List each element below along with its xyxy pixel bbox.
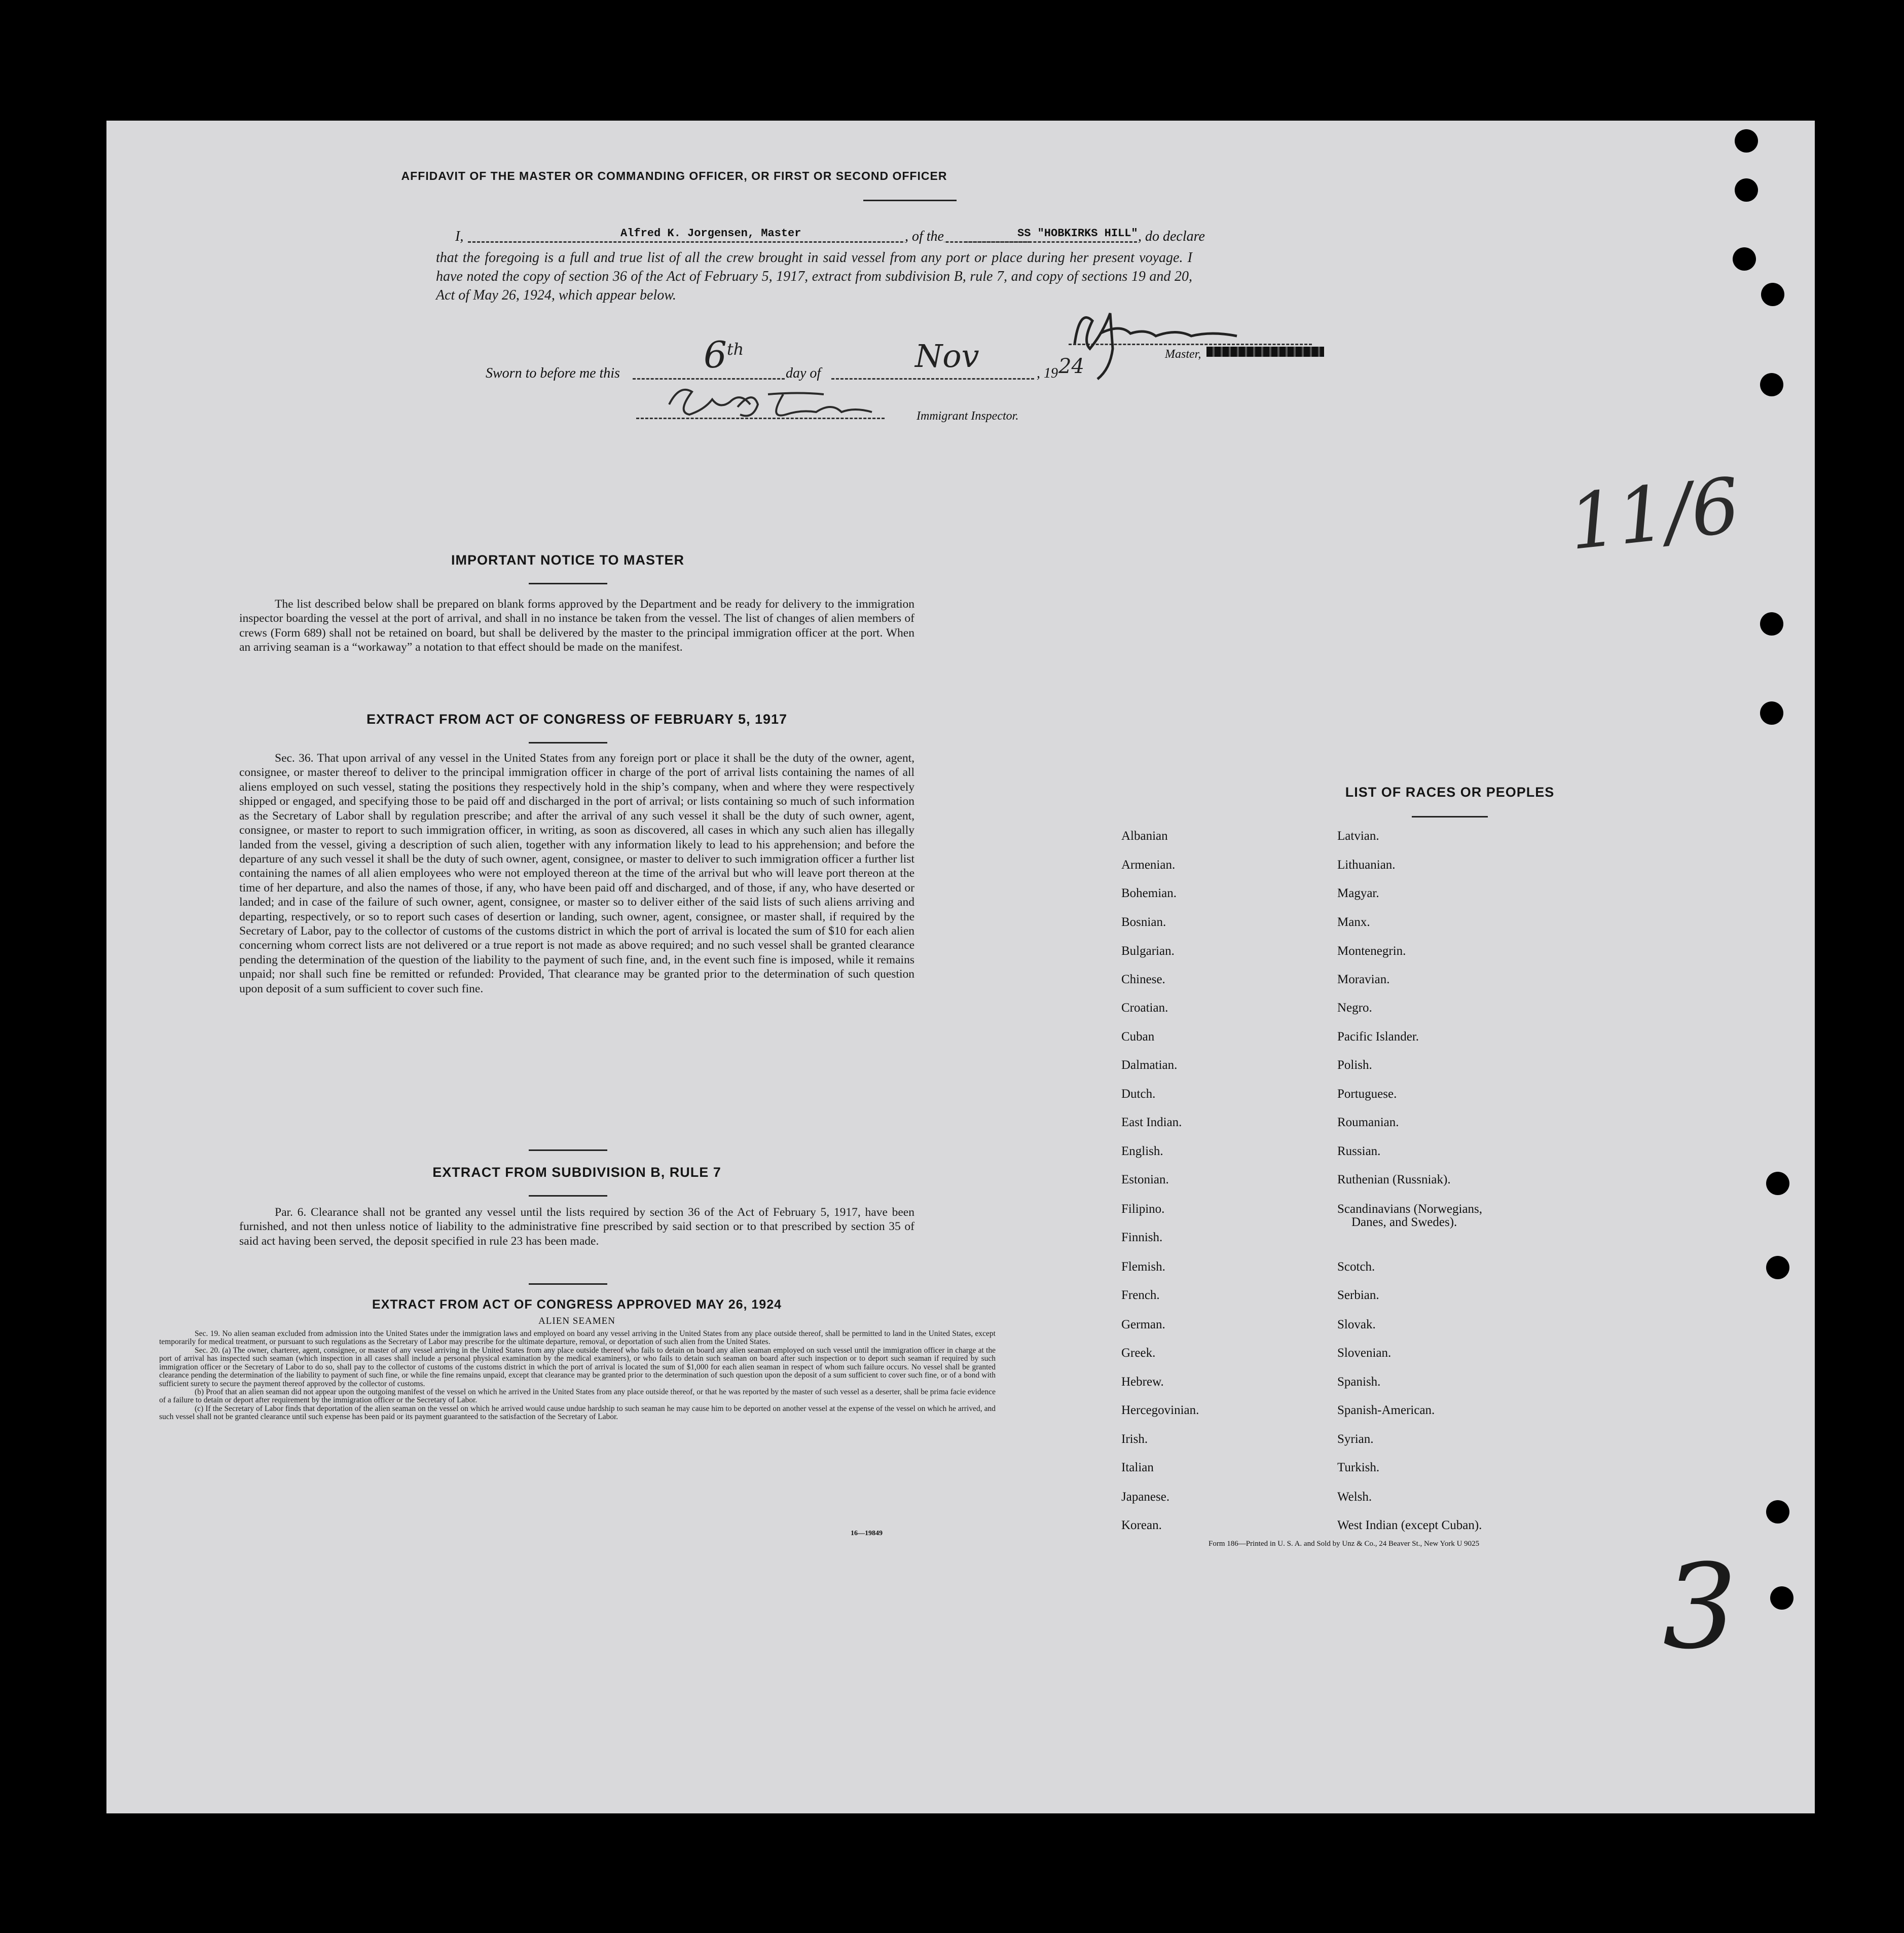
race-item: Bulgarian. (1121, 944, 1175, 958)
race-item: Flemish. (1121, 1260, 1165, 1274)
binder-hole (1735, 178, 1758, 202)
page-number: 3 (1663, 1540, 1737, 1675)
rule7-rule (529, 1195, 607, 1197)
race-item: Russian. (1337, 1144, 1381, 1158)
race-item: Estonian. (1121, 1173, 1169, 1186)
affidavit-body (436, 248, 1192, 305)
binder-hole (1760, 373, 1783, 396)
sec-20a-paragraph: Sec. 20. (a) The owner, charterer, agent, consignee, or master of any vessel arriving in the United States from any place outside thereof who fails to detain on board any alien seaman employed on such vessel until the immigration officer in charge at the port of arrival has inspected such seaman (which inspection in all cases shall include a personal physical examination by the medical examiners), or who fails to detain such seaman on board after such inspection or to deport such seaman if required by such immigration officer or the Secretary of Labor to do so, shall pay to the collector of customs of the customs district in which the port of arrival is located the sum of $1,000 for each alien seaman in respect of whom such failure occurs. No vessel shall be granted clearance pending the determination of the liability to payment of such fine, or while the fine remains unpaid, except that clearance may be granted prior to the determination of such question upon the deposit of a sum sufficient to cover such fine, or of a bond with sufficient surety to secure the payment thereof approved by the collector of customs. (159, 1346, 996, 1388)
race-item: Negro. (1337, 1001, 1372, 1015)
extract-rule7-title: EXTRACT FROM SUBDIVISION B, RULE 7 (432, 1165, 721, 1180)
notice-title: IMPORTANT NOTICE TO MASTER (451, 552, 684, 568)
day-of-label: day of (786, 365, 821, 381)
race-item: West Indian (except Cuban). (1337, 1518, 1482, 1532)
master-signature (1059, 298, 1272, 384)
inspector-signature (662, 379, 905, 425)
race-item: Syrian. (1337, 1432, 1374, 1446)
name-line (468, 241, 1031, 243)
race-item: East Indian. (1121, 1116, 1182, 1129)
alien-seamen-subtitle: ALIEN SEAMEN (538, 1316, 615, 1326)
race-item: Pacific Islander. (1337, 1030, 1419, 1044)
race-item: Albanian (1121, 829, 1168, 843)
document-page (106, 121, 1815, 1813)
race-item: Latvian. (1337, 829, 1379, 843)
binder-hole (1766, 1500, 1789, 1523)
race-item: Scandinavians (Norwegians, (1337, 1202, 1483, 1216)
sec-19-paragraph: Sec. 19. No alien seaman excluded from admission into the United States under the immigration laws and employed on board any vessel arriving in the United States from any place outside thereof, shall be permitted to land in the United States, except temporarily for medical treatment, or pursuant to such regulations as the Secretary of Labor may prescribe for the ultimate departure, removal, or deportation of such alien from the United States. (159, 1329, 996, 1347)
extract-1924-body (159, 1330, 996, 1422)
race-item: Turkish. (1337, 1461, 1380, 1474)
year-prefix: , 19 (1037, 365, 1058, 381)
race-item: Finnish. (1121, 1231, 1163, 1244)
binder-hole (1761, 283, 1784, 306)
binder-hole (1733, 247, 1756, 271)
races-right-column (1337, 829, 1591, 1539)
binder-hole (1760, 701, 1783, 725)
race-item: German. (1121, 1318, 1165, 1331)
sec-20b-paragraph: (b) Proof that an alien seaman did not appear upon the outgoing manifest of the vessel on which he arrived in the United States from any place outside thereof, or that he was reported by the master of such vessel as a deserter, shall be prima facie evidence of a failure to detain or deport after requirement by the immigration officer or the Secretary of Labor. (159, 1387, 996, 1405)
race-item: Spanish-American. (1337, 1403, 1435, 1417)
race-item: Serbian. (1337, 1288, 1379, 1302)
printer-line: Form 186—Printed in U. S. A. and Sold by Unz & Co., 24 Beaver St., New York U 9025 (1209, 1540, 1480, 1548)
binder-hole (1760, 612, 1783, 636)
race-item: Spanish. (1337, 1375, 1381, 1389)
race-item: Scotch. (1337, 1260, 1375, 1274)
master-name: Alfred K. Jorgensen, Master (618, 227, 803, 240)
race-item: Dalmatian. (1121, 1058, 1178, 1072)
race-item: Slovenian. (1337, 1346, 1392, 1360)
section-36-paragraph: Sec. 36. That upon arrival of any vessel in the United States from any foreign port or place it shall be the duty of the owner, agent, consignee, or master thereof to deliver to the principal immigration officer in charge of the port of arrival lists containing the names of all aliens employed on such vessel, stating the positions they respectively hold in the ship’s company, when and where they were respectively shipped or engaged, and specifying those to be paid off and discharged in the port of arrival; or lists containing so much of such information as the Secretary of Labor shall by regulation prescribe; and after the arrival of any such vessel it shall be the duty of such owner, agent, consignee, or master to report to such immigration officer, in writing, as soon as discovered, all cases in which any such alien has illegally landed from the vessel, giving a description of such alien, together with any information likely to lead to his apprehension; and before the departure of any such vessel it shall be the duty of such owner, agent, consignee, or master to deliver to such immigration officer a further list containing the names of all alien employees who were not employed thereon at the time of the arrival but who will leave port thereon at the time of her departure, and also the names of those, if any, who have been paid off and discharged, and of those, if any, who have deserted or landed; and in case of the failure of such owner, agent, consignee, or master so to deliver either of the said lists of such aliens arriving and departing, respectively, or so to report such cases of desertion or landing, such owner, agent, consignee, or master shall, if required by the Secretary of Labor, pay to the collector of customs of the customs district in which the port of arrival is located the sum of $10 for each alien concerning whom correct lists are not delivered or a true report is not made as above required; and no such vessel shall be granted clearance pending the determination of the question of the liability to the payment of such fine, and, in the event such fine is imposed, while it remains unpaid; nor shall such fine be remitted or refunded: Provided, That clearance may be granted prior to the determination of such question upon deposit of a sum sufficient to cover such fine. (239, 752, 914, 995)
affidavit-body-text: that the foregoing is a full and true list of all the crew brought in said vessel from any port or place during her present voyage. I have noted the copy of section 36 of the Act of February 5, 1917, extract from subdivision B, rule 7, and copy of sections 19 and 20, Act of May 26, 1924, which appear below. (436, 250, 1192, 304)
extract-1917-rule (529, 742, 607, 744)
month-handwritten: Nov (915, 338, 979, 375)
notice-body (239, 597, 914, 655)
race-item: Bohemian. (1121, 886, 1177, 900)
race-item: Magyar. (1337, 886, 1379, 900)
race-item: Welsh. (1337, 1490, 1372, 1504)
race-item: Hebrew. (1121, 1375, 1164, 1389)
race-item: Korean. (1121, 1518, 1162, 1532)
race-item: Moravian. (1337, 973, 1390, 986)
race-item: Cuban (1121, 1030, 1155, 1044)
notice-paragraph: The list described below shall be prepared on blank forms approved by the Department and be ready for delivery to the immigration inspector boarding the vessel at the port of arrival, and shall in no instance be taken from the vessel. The list of changes of alien members of crews (Form 689) shall not be retained on board, but shall be delivered by the master to the principal immigration officer at the port. When an arriving seaman is a “workaway” a notation to that effect should be made on the manifest. (239, 598, 914, 654)
race-item: Italian (1121, 1461, 1154, 1474)
race-item: French. (1121, 1288, 1160, 1302)
vessel-name: SS "HOBKIRKS HILL" (1015, 227, 1140, 240)
race-item: English. (1121, 1144, 1163, 1158)
race-item: Lithuanian. (1337, 858, 1396, 872)
binder-hole (1770, 1586, 1793, 1610)
race-item: Japanese. (1121, 1490, 1170, 1504)
race-item: Croatian. (1121, 1001, 1168, 1015)
race-item: Hercegovinian. (1121, 1403, 1199, 1417)
master-label: Master, (1165, 348, 1201, 361)
race-item: Polish. (1337, 1058, 1372, 1072)
races-rule (1412, 816, 1488, 817)
form-code: 16—19849 (851, 1530, 883, 1537)
sec-20c-paragraph: (c) If the Secretary of Labor finds that deportation of the alien seaman on the vessel on which he arrived would cause undue hardship to such seaman he may cause him to be deported on another vessel at the expense of the vessel on which he arrived, and such vessel shall not be granted clearance until such expense has been paid or its payment guaranteed to the satisfaction of the Secretary of Labor. (159, 1404, 996, 1422)
race-item: Roumanian. (1337, 1116, 1399, 1129)
extract-1917-body (239, 751, 914, 996)
race-item: Slovak. (1337, 1318, 1376, 1331)
sworn-label: Sworn to before me this (486, 365, 620, 381)
race-item: Portuguese. (1337, 1087, 1397, 1101)
extract-1924-top-rule (529, 1283, 607, 1285)
vessel-line (965, 241, 1137, 243)
notice-rule (529, 583, 607, 584)
race-item: Filipino. (1121, 1202, 1165, 1216)
year-handwritten: 24 (1058, 355, 1084, 378)
rule7-top-rule (529, 1149, 607, 1151)
affidavit-title: AFFIDAVIT OF THE MASTER OR COMMANDING OFFICER, OR FIRST OR SECOND OFFICER (401, 169, 947, 182)
race-item: Dutch. (1121, 1087, 1156, 1101)
title-rule (863, 200, 957, 201)
do-declare-label: , do declare (1138, 229, 1205, 244)
race-item: Manx. (1337, 915, 1370, 929)
race-item: Bosnian. (1121, 915, 1166, 929)
binder-hole (1766, 1256, 1789, 1279)
binder-hole (1766, 1172, 1789, 1195)
races-title: LIST OF RACES OR PEOPLES (1345, 785, 1555, 800)
race-item: Danes, and Swedes). (1351, 1215, 1457, 1229)
par-6-paragraph: Par. 6. Clearance shall not be granted any vessel until the lists required by section 36 of the Act of February 5, 1917, have been furnished, and not then unless notice of liability to the administrative fine prescribed by said section or to that prescribed by section 35 of said act having been served, the deposit specified in rule 23 has been made. (239, 1206, 914, 1248)
race-item: Chinese. (1121, 973, 1165, 986)
affidavit-i-label: I, (455, 229, 464, 244)
race-item: Irish. (1121, 1432, 1148, 1446)
races-left-column (1121, 829, 1324, 1539)
extract-1917-title: EXTRACT FROM ACT OF CONGRESS OF FEBRUARY 5, 1917 (366, 712, 788, 727)
struck-out-titles (1206, 347, 1324, 357)
inspector-label: Immigrant Inspector. (917, 410, 1019, 423)
race-item: Montenegrin. (1337, 944, 1406, 958)
extract-rule7-body (239, 1205, 914, 1248)
margin-note: 11/6 (1564, 461, 1744, 568)
extract-1924-title: EXTRACT FROM ACT OF CONGRESS APPROVED MAY 26, 1924 (372, 1297, 782, 1312)
race-item: Armenian. (1121, 858, 1176, 872)
day-handwritten: 6th (704, 333, 744, 376)
race-item: Greek. (1121, 1346, 1156, 1360)
binder-hole (1735, 129, 1758, 153)
of-the-label: , of the (905, 229, 944, 244)
race-item: Ruthenian (Russniak). (1337, 1173, 1451, 1186)
